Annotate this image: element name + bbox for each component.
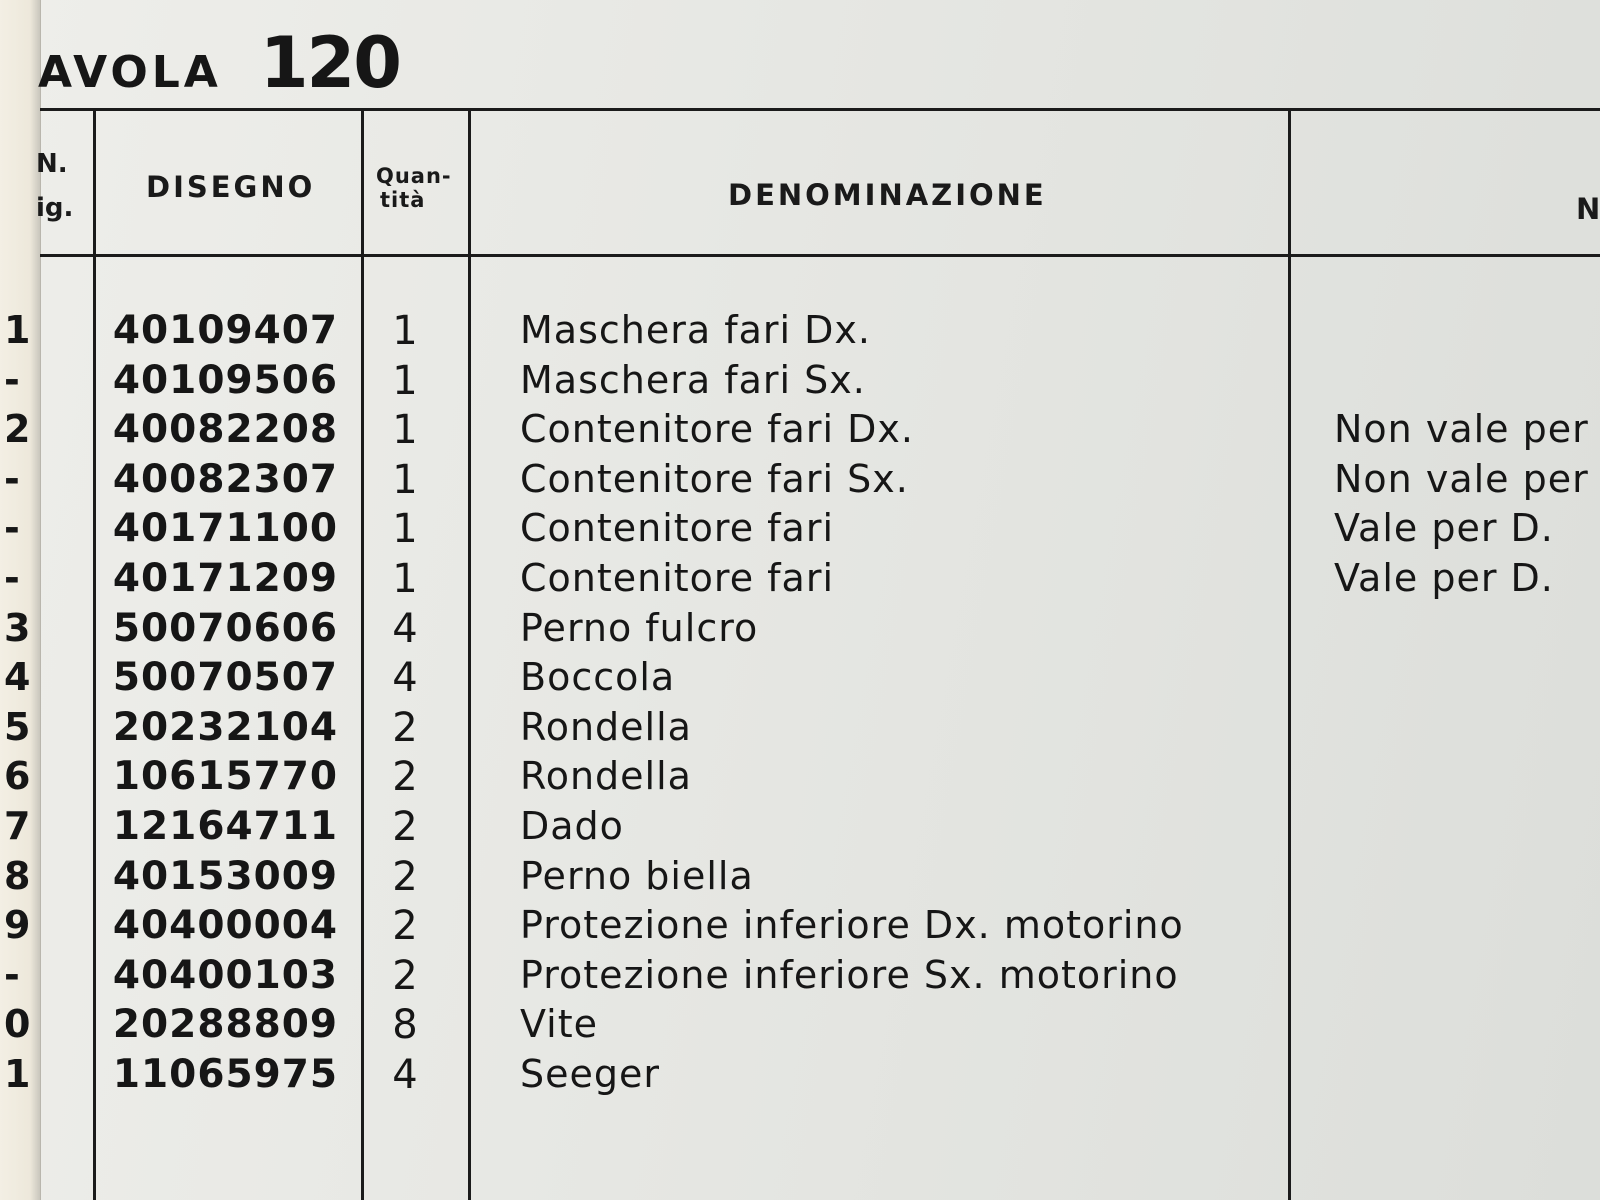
header-fig-number xyxy=(36,142,73,230)
quantity: 2 xyxy=(392,853,418,900)
part-code: 20288809 xyxy=(112,1002,338,1048)
description: Contenitore fari Dx. xyxy=(520,407,914,452)
fig-number: 1 xyxy=(4,308,31,352)
fig-number: - xyxy=(4,952,20,997)
title-word: AVOLA xyxy=(38,47,222,98)
fig-number: - xyxy=(4,555,20,600)
fig-number: 4 xyxy=(4,655,31,700)
quantity: 4 xyxy=(392,655,418,702)
quantity: 1 xyxy=(392,357,418,404)
fig-number: 6 xyxy=(4,754,31,799)
part-code: 50070606 xyxy=(112,605,338,651)
part-code: 20232104 xyxy=(112,704,338,750)
description: Dado xyxy=(520,803,624,848)
quantity: 4 xyxy=(392,1051,418,1098)
table-row xyxy=(0,457,1600,507)
fig-number: 1 xyxy=(4,1051,31,1096)
part-code: 40400103 xyxy=(112,952,338,998)
fig-number: 9 xyxy=(4,903,31,948)
part-code: 40109506 xyxy=(112,357,338,403)
table-row xyxy=(0,953,1600,1003)
table-row xyxy=(0,308,1600,358)
part-code: 50070507 xyxy=(112,655,338,701)
table-row xyxy=(0,358,1600,408)
note: Non vale per xyxy=(1334,456,1589,501)
quantity: 8 xyxy=(392,1002,418,1049)
table-row xyxy=(0,754,1600,804)
quantity: 2 xyxy=(392,903,418,950)
table-row xyxy=(0,705,1600,755)
part-code: 11065975 xyxy=(112,1051,338,1097)
note: Vale per D. xyxy=(1334,555,1554,600)
quantity: 2 xyxy=(392,952,418,999)
table-row xyxy=(0,655,1600,705)
quantity: 2 xyxy=(392,754,418,801)
description: Protezione inferiore Dx. motorino xyxy=(520,903,1184,948)
part-code: 40109407 xyxy=(112,308,338,353)
header-denominazione: DENOMINAZIONE xyxy=(728,178,1047,212)
fig-number: 7 xyxy=(4,803,31,848)
table-number: 120 xyxy=(259,22,400,104)
fig-number: 8 xyxy=(4,853,31,898)
header-fig-line2: ig. xyxy=(36,193,74,223)
table-row xyxy=(0,606,1600,656)
quantity: 1 xyxy=(392,506,418,553)
description: Maschera fari Dx. xyxy=(520,308,871,352)
table-row xyxy=(0,804,1600,854)
part-code: 40082208 xyxy=(112,407,338,453)
quantity: 4 xyxy=(392,605,418,652)
quantity: 1 xyxy=(392,555,418,602)
table-row xyxy=(0,903,1600,953)
quantity: 2 xyxy=(392,803,418,850)
description: Vite xyxy=(520,1002,598,1047)
parts-table-body xyxy=(0,308,1600,1102)
part-code: 40171209 xyxy=(112,555,338,601)
part-code: 12164711 xyxy=(112,803,338,849)
note: Vale per D. xyxy=(1334,506,1554,551)
table-row xyxy=(0,1002,1600,1052)
description: Maschera fari Sx. xyxy=(520,357,866,402)
header-quantita xyxy=(376,164,452,212)
description: Perno fulcro xyxy=(520,605,759,650)
page-title xyxy=(38,22,400,102)
table-row xyxy=(0,407,1600,457)
table-row xyxy=(0,1052,1600,1102)
header-fig-line1: N. xyxy=(36,149,68,179)
quantity: 1 xyxy=(392,456,418,503)
fig-number: 0 xyxy=(4,1002,31,1047)
part-code: 40082307 xyxy=(112,456,338,502)
description: Contenitore fari xyxy=(520,506,835,551)
fig-number: - xyxy=(4,506,20,551)
table-row xyxy=(0,556,1600,606)
table-row xyxy=(0,854,1600,904)
description: Seeger xyxy=(520,1051,661,1096)
description: Perno biella xyxy=(520,853,754,898)
description: Protezione inferiore Sx. motorino xyxy=(520,952,1179,997)
fig-number: 2 xyxy=(4,407,31,452)
part-code: 40171100 xyxy=(112,506,338,552)
fig-number: 3 xyxy=(4,605,31,650)
fig-number: - xyxy=(4,456,20,501)
quantity: 2 xyxy=(392,704,418,751)
header-quantita-line1: Quan- xyxy=(376,164,452,188)
description: Rondella xyxy=(520,754,692,799)
quantity: 1 xyxy=(392,308,418,354)
part-code: 10615770 xyxy=(112,754,338,800)
part-code: 40153009 xyxy=(112,853,338,899)
part-code: 40400004 xyxy=(112,903,338,949)
description: Rondella xyxy=(520,704,692,749)
note: Non vale per xyxy=(1334,407,1589,452)
quantity: 1 xyxy=(392,407,418,454)
header-note: N xyxy=(1576,192,1600,226)
description: Contenitore fari xyxy=(520,555,835,600)
description: Contenitore fari Sx. xyxy=(520,456,909,501)
fig-number: - xyxy=(4,357,20,402)
header-top-rule xyxy=(40,108,1600,111)
description: Boccola xyxy=(520,655,676,700)
fig-number: 5 xyxy=(4,704,31,749)
header-bottom-rule xyxy=(40,254,1600,257)
header-disegno: DISEGNO xyxy=(146,170,316,204)
table-row xyxy=(0,506,1600,556)
header-quantita-line2: tità xyxy=(380,188,426,212)
